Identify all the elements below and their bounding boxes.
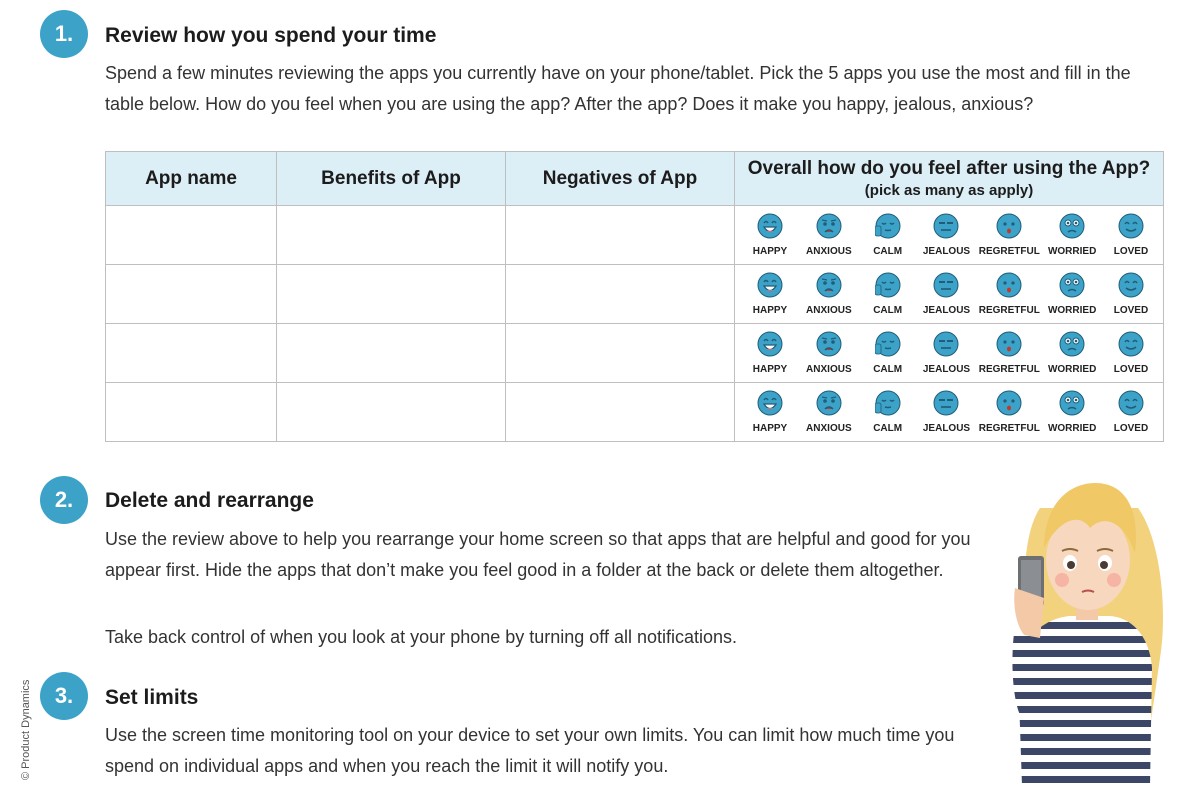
happy-face-icon (757, 390, 783, 421)
emotion-option-worried[interactable] (1043, 213, 1101, 257)
emotion-option-happy[interactable] (741, 331, 799, 375)
emotion-label: JEALOUS (922, 364, 971, 375)
regretful-face-icon (996, 390, 1022, 421)
benefits-cell[interactable] (277, 206, 506, 265)
app-name-cell[interactable] (106, 206, 277, 265)
benefits-cell[interactable] (277, 265, 506, 324)
calm-face-icon (875, 213, 901, 244)
anxious-face-icon (816, 390, 842, 421)
emotion-label: HAPPY (752, 423, 788, 434)
table-row (106, 265, 1164, 324)
emotion-label: CALM (873, 364, 903, 375)
benefits-cell[interactable] (277, 383, 506, 442)
step-2-badge: 2. (40, 476, 88, 524)
emotion-label: REGRETFUL (978, 423, 1040, 434)
step-3-heading: Set limits (105, 686, 199, 709)
emotion-option-jealous[interactable] (917, 213, 975, 257)
emotion-label: LOVED (1113, 364, 1149, 375)
emotion-label: ANXIOUS (806, 423, 852, 434)
emotion-option-calm[interactable] (859, 331, 917, 375)
loved-face-icon (1118, 272, 1144, 303)
loved-face-icon (1118, 331, 1144, 362)
jealous-face-icon (933, 213, 959, 244)
header-feelings (735, 152, 1164, 206)
worried-face-icon (1059, 213, 1085, 244)
emotion-label: ANXIOUS (806, 305, 852, 316)
negatives-cell[interactable] (506, 383, 735, 442)
emotion-label: WORRIED (1047, 364, 1097, 375)
worried-face-icon (1059, 390, 1085, 421)
emotion-option-happy[interactable] (741, 272, 799, 316)
emotion-option-jealous[interactable] (917, 331, 975, 375)
app-name-cell[interactable] (106, 324, 277, 383)
loved-face-icon (1118, 213, 1144, 244)
emotion-option-happy[interactable] (741, 213, 799, 257)
emotion-option-regretful[interactable] (976, 213, 1042, 257)
emotion-label: HAPPY (752, 305, 788, 316)
worried-face-icon (1059, 331, 1085, 362)
emotion-option-regretful[interactable] (976, 331, 1042, 375)
happy-face-icon (757, 272, 783, 303)
emotion-label: ANXIOUS (806, 364, 852, 375)
app-review-table (105, 151, 1164, 442)
step-1-heading: Review how you spend your time (105, 24, 437, 47)
emoji-options (735, 390, 1163, 434)
app-name-cell[interactable] (106, 265, 277, 324)
app-name-cell[interactable] (106, 383, 277, 442)
emotion-option-loved[interactable] (1102, 331, 1160, 375)
happy-face-icon (757, 331, 783, 362)
emotion-label: REGRETFUL (978, 364, 1040, 375)
emotion-label: LOVED (1113, 423, 1149, 434)
emotion-option-regretful[interactable] (976, 272, 1042, 316)
emotion-option-happy[interactable] (741, 390, 799, 434)
table-row (106, 324, 1164, 383)
header-feelings-subtitle: (pick as many as apply) (864, 182, 1034, 199)
emoji-options (735, 272, 1163, 316)
feelings-cell (735, 383, 1164, 442)
emotion-label: WORRIED (1047, 305, 1097, 316)
worried-face-icon (1059, 272, 1085, 303)
girl-on-phone-illustration (1000, 468, 1170, 786)
anxious-face-icon (816, 213, 842, 244)
emotion-option-calm[interactable] (859, 390, 917, 434)
emotion-label: JEALOUS (922, 305, 971, 316)
emotion-option-anxious[interactable] (800, 390, 858, 434)
header-negatives: Negatives of App (506, 152, 735, 206)
emotion-label: REGRETFUL (978, 246, 1040, 257)
emotion-label: LOVED (1113, 246, 1149, 257)
emotion-label: WORRIED (1047, 246, 1097, 257)
table-row (106, 206, 1164, 265)
emotion-option-regretful[interactable] (976, 390, 1042, 434)
emoji-options (735, 213, 1163, 257)
anxious-face-icon (816, 331, 842, 362)
step-1-paragraph: Spend a few minutes reviewing the apps you currently have on your phone/tablet. Pick the 5 apps you use the most and fill in the table below. How do you feel when you are using the app? After the app? Does it make you happy, jealous, anxious? (105, 63, 1131, 114)
emotion-label: HAPPY (752, 364, 788, 375)
step-2-heading: Delete and rearrange (105, 489, 314, 512)
emotion-option-worried[interactable] (1043, 331, 1101, 375)
emotion-option-jealous[interactable] (917, 390, 975, 434)
emotion-label: CALM (873, 423, 903, 434)
regretful-face-icon (996, 272, 1022, 303)
jealous-face-icon (933, 272, 959, 303)
regretful-face-icon (996, 213, 1022, 244)
emotion-option-anxious[interactable] (800, 213, 858, 257)
emotion-label: JEALOUS (922, 246, 971, 257)
header-benefits: Benefits of App (277, 152, 506, 206)
emotion-option-calm[interactable] (859, 213, 917, 257)
emotion-option-calm[interactable] (859, 272, 917, 316)
emotion-option-anxious[interactable] (800, 272, 858, 316)
step-3-badge: 3. (40, 672, 88, 720)
emotion-label: CALM (873, 305, 903, 316)
loved-face-icon (1118, 390, 1144, 421)
emotion-option-worried[interactable] (1043, 390, 1101, 434)
step-2-paragraph-2: Take back control of when you look at your phone by turning off all notifications. (105, 627, 738, 647)
feelings-cell (735, 265, 1164, 324)
table-row (106, 383, 1164, 442)
step-1-badge: 1. (40, 10, 88, 58)
emotion-label: WORRIED (1047, 423, 1097, 434)
benefits-cell[interactable] (277, 324, 506, 383)
emotion-label: JEALOUS (922, 423, 971, 434)
calm-face-icon (875, 390, 901, 421)
calm-face-icon (875, 331, 901, 362)
calm-face-icon (875, 272, 901, 303)
emotion-label: REGRETFUL (978, 305, 1040, 316)
emotion-option-worried[interactable] (1043, 272, 1101, 316)
emotion-label: CALM (873, 246, 903, 257)
emoji-options (735, 331, 1163, 375)
step-3-paragraph: Use the screen time monitoring tool on your device to set your own limits. You can limit how much time you spend on individual apps and when you reach the limit it will notify you. (105, 725, 955, 776)
step-2-paragraph: Use the review above to help you rearrange your home screen so that apps that are helpful and good for you appear first. Hide the apps that don’t make you feel good in a folder at the back or delete them altogether. (105, 529, 971, 580)
emotion-option-jealous[interactable] (917, 272, 975, 316)
negatives-cell[interactable] (506, 206, 735, 265)
negatives-cell[interactable] (506, 265, 735, 324)
emotion-label: LOVED (1113, 305, 1149, 316)
emotion-label: ANXIOUS (806, 246, 852, 257)
emotion-option-loved[interactable] (1102, 213, 1160, 257)
table-header-row (106, 152, 1164, 206)
jealous-face-icon (933, 331, 959, 362)
header-feelings-title: Overall how do you feel after using the App? (747, 158, 1151, 179)
happy-face-icon (757, 213, 783, 244)
jealous-face-icon (933, 390, 959, 421)
regretful-face-icon (996, 331, 1022, 362)
anxious-face-icon (816, 272, 842, 303)
feelings-cell (735, 206, 1164, 265)
emotion-option-loved[interactable] (1102, 390, 1160, 434)
emotion-option-anxious[interactable] (800, 331, 858, 375)
emotion-label: HAPPY (752, 246, 788, 257)
negatives-cell[interactable] (506, 324, 735, 383)
feelings-cell (735, 324, 1164, 383)
header-app-name: App name (106, 152, 277, 206)
emotion-option-loved[interactable] (1102, 272, 1160, 316)
copyright-notice: © Product Dynamics (20, 679, 32, 780)
